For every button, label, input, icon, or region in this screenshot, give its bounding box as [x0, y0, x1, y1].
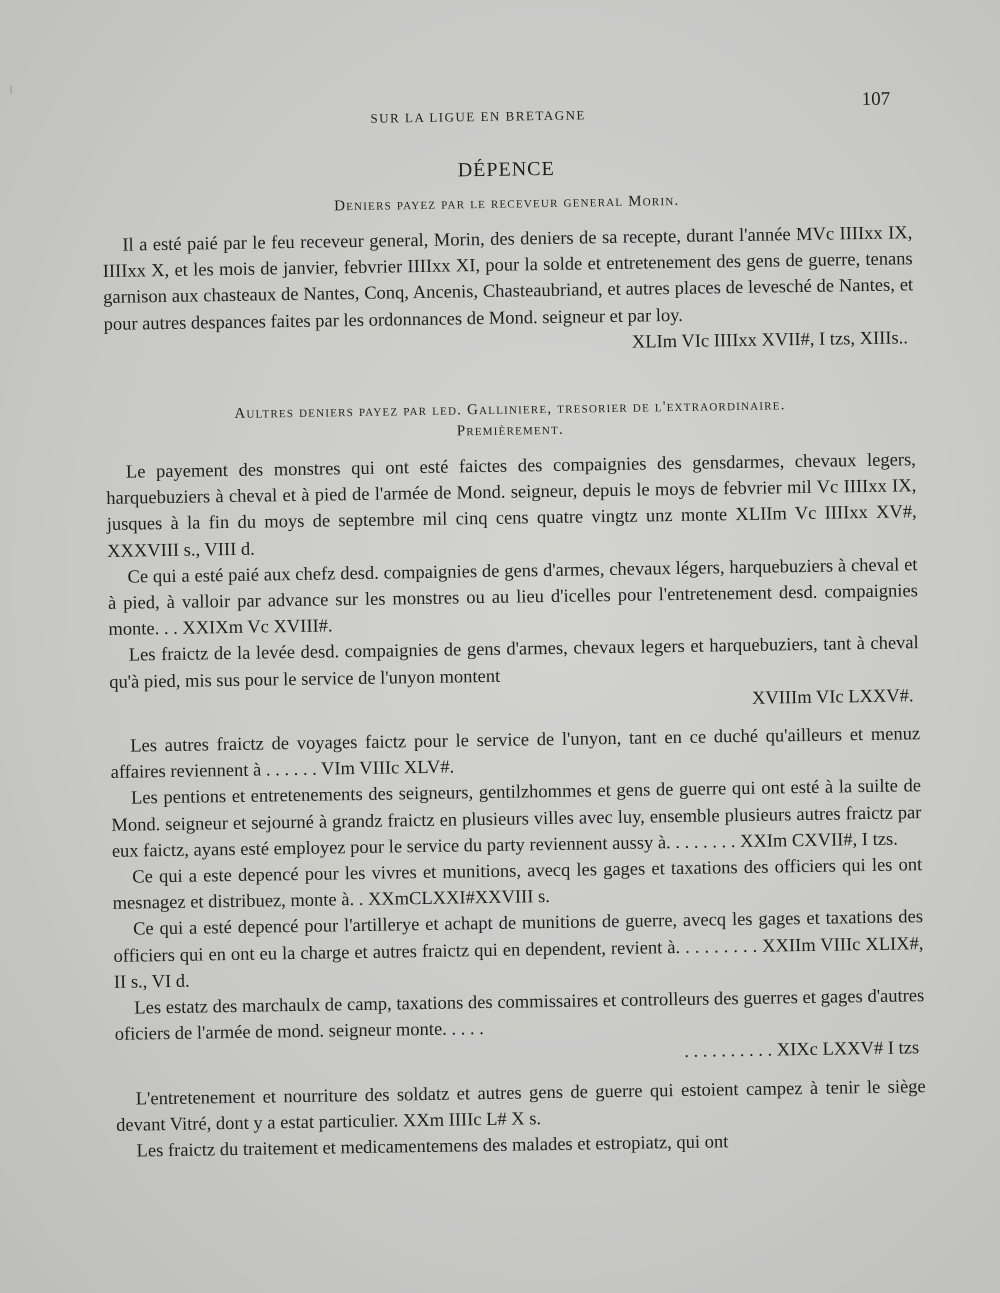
margin-mark: [10, 86, 12, 94]
section2-subheading: Premièrement.: [456, 421, 565, 440]
entry-paragraph: Les fraictz du traitement et medicamentemens des malades et estropiatz, qui ont: [136, 1132, 729, 1162]
entry-paragraph: Ce qui a este depencé pour les vivres et munitions, avecq les gages et taxations des officiers qui les ont mesnagez et distribuez, monte à. . XXmCLXXI#XXVIII s.: [112, 855, 923, 915]
section1-heading: Deniers payez par le receveur general Morin.: [334, 192, 680, 215]
entry-amount: XVIIIm VIc LXXV#.: [751, 686, 914, 709]
running-title: SUR LA LIGUE EN BRETAGNE: [370, 107, 587, 126]
entry-paragraph: Ce qui a esté paié aux chefz desd. compaignies de gens d'armes, chevaux légers, harquebuziers à cheval et à pied, à valloir par advance sur les monstres ou au lieu d'icelles pour l'entretenement desd. compaignies monte. . . XXIXm Vc XVIII#.: [107, 555, 919, 641]
entry-paragraph: L'entretenement et nourriture des soldatz et autres gens de guerre qui estoient campez à tenir le siège devant Vitré, dont y a estat particulier. XXm IIIIc L# X s.: [116, 1076, 926, 1136]
entry-paragraph: Les autres fraictz de voyages faictz pour le service de l'unyon, tant en ce duché qu'ailleurs et menuz affaires reviennent à . . . . . . VIm VIIIc XLV#.: [110, 724, 921, 784]
page-content: [100, 82, 927, 1165]
entry-paragraph: Les fraictz de la levée desd. compaignies de gens d'armes, chevaux legers et harquebuziers, tant à cheval qu'à pied, mis sus pour le service de l'unyon montent: [109, 633, 919, 693]
section-title: DÉPENCE: [457, 157, 555, 182]
section1-amount: XLIm VIc IIIIxx XVII#, I tzs, XIIIs..: [631, 328, 909, 353]
running-head: [100, 82, 911, 135]
entry-paragraph: Le payement des monstres qui ont esté faictes des compaignies des gensdarmes, chevaux legers, harquebuziers à cheval et à pied de l'armée de Mond. seigneur, depuis le moys de febvrier mil Vc IIIIxx IX, jusques à la fin du moys de septembre mil cinq cens quatre vingtz unz monte XLIIm Vc IIIIxx XV#, XXXVIII s., VIII d.: [106, 450, 917, 562]
entry-paragraph: Les estatz des marchaulx de camp, taxations des commissaires et controlleurs des guerres et gages d'autres oficiers de l'armée de mond. seigneur monte. . . . .: [114, 986, 925, 1046]
section1-paragraph: Il a esté paié par le feu receveur general, Morin, des deniers de sa recepte, durant l'année MVc IIIIxx IX, IIIIxx X, et les mois de janvier, febvrier IIIIxx XI, pour la solde et entretenement des gens de guerre, tenans garnison aux chasteaux de Nantes, Conq, Ancenis, Chasteaubriand, et autres places de levesché de Nantes, et pour autres despances faites par les ordonnances de Mond. seigneur et par loy.: [102, 223, 914, 335]
page-number: 107: [861, 88, 891, 111]
section2-heading: Aultres deniers payez par led. Galliniere, tresorier de l'extraordinaire.: [234, 397, 786, 422]
entry-paragraph: Les pentions et entretenements des seigneurs, gentilzhommes et gens de guerre qui ont esté à la suilte de Mond. seigneur et sejourné à grandz fraictz en plusieurs villes avec luy, ensemble plusieurs autres fraictz par eux faictz, ayans esté employez pour le service du party reviennent aussy à. . . . . . . . XXIm CXVII#, I tzs.: [111, 776, 922, 862]
entry-paragraph: Ce qui a esté depencé pour l'artillerye et achapt de munitions de guerre, avecq les gages et taxations des officiers qui en ont eu la charge et autres fraictz qui en dependent, revient à. . . . . . . . . XXIIm VIIIc XLIX#, II s., VI d.: [113, 907, 924, 993]
entry-amount: . . . . . . . . . . XIXc LXXV# I tzs: [684, 1038, 920, 1063]
